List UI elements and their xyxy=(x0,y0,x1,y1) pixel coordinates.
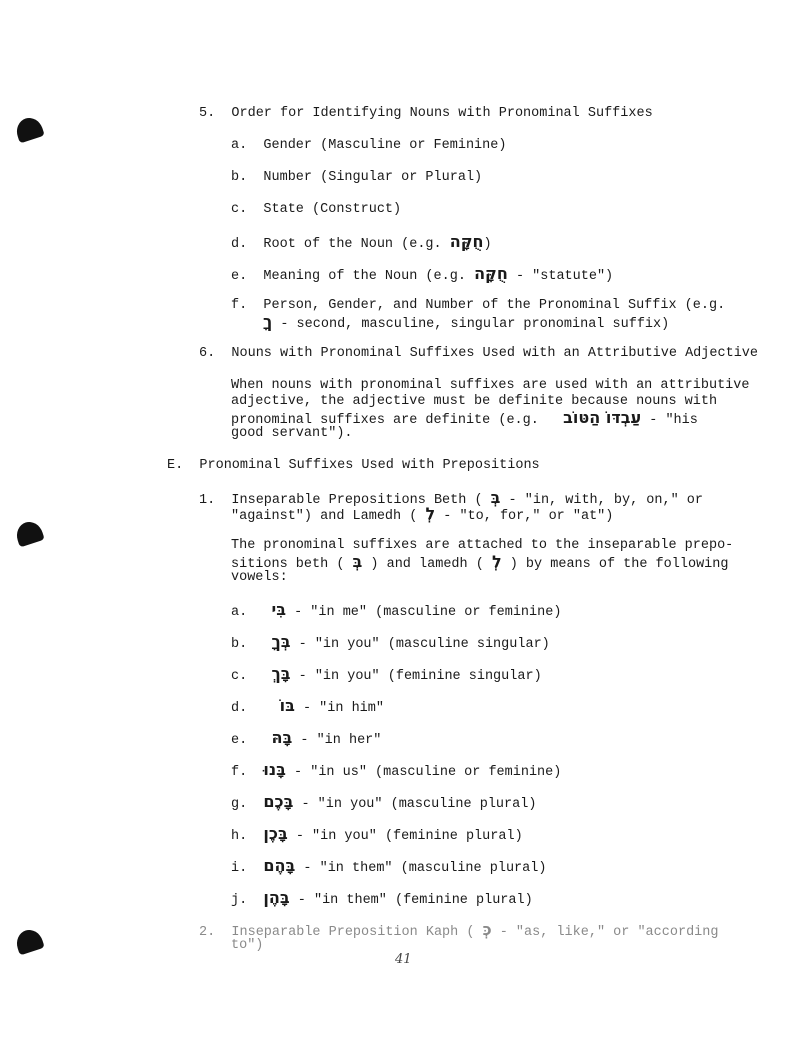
section-6-para-line1: When nouns with pronominal suffixes are used with an attributive xyxy=(231,378,750,393)
form-e: e. בָּהּ - "in her" xyxy=(231,728,382,748)
form-g: g. בָּכֶם - "in you" (masculine plural) xyxy=(231,792,537,812)
item-5f-line1: f. Person, Gender, and Number of the Pronominal Suffix (e.g. xyxy=(231,298,726,313)
item-5d: d. Root of the Noun (e.g. חֻקָּה) xyxy=(231,232,492,252)
item-5f-line2: ךָ - second, masculine, singular pronominal suffix) xyxy=(263,312,670,332)
binder-hole-middle xyxy=(13,519,45,548)
section-5-heading: 5. Order for Identifying Nouns with Pronominal Suffixes xyxy=(199,106,653,121)
hebrew-word: חֻקָּה xyxy=(474,264,508,283)
section-6-heading: 6. Nouns with Pronominal Suffixes Used with an Attributive Adjective xyxy=(199,346,758,361)
item-5a: a. Gender (Masculine or Feminine) xyxy=(231,138,507,153)
form-f: f. בָּנוּ - "in us" (masculine or feminine) xyxy=(231,760,562,780)
section-6-para-line2: adjective, the adjective must be definite because nouns with xyxy=(231,394,718,409)
hebrew-word: חֻקָּה xyxy=(449,232,484,251)
section-E1-line2: "against") and Lamedh ( לְ - "to, for," or "at") xyxy=(231,504,614,524)
item-5e: e. Meaning of the Noun (e.g. חֻקָּה - "statute") xyxy=(231,264,614,284)
hebrew-suffix: ךָ xyxy=(263,312,273,331)
form-h: h. בָּכֶן - "in you" (feminine plural) xyxy=(231,824,523,844)
section-E2-line2: to") xyxy=(231,938,264,953)
item-5c: c. State (Construct) xyxy=(231,202,402,217)
hebrew-phrase: עַבְדּוֹ הַטּוֹב xyxy=(563,408,642,427)
item-5b: b. Number (Singular or Plural) xyxy=(231,170,483,185)
section-E2-line1: 2. Inseparable Preposition Kaph ( כְּ - "as, like," or "according xyxy=(199,920,719,940)
form-i: i. בָּהֶם - "in them" (masculine plural) xyxy=(231,856,547,876)
section-6-para-line4: good servant"). xyxy=(231,426,353,441)
section-E1-para-line2: sitions beth ( בְּ ) and lamedh ( לְ ) by means of the following xyxy=(231,552,729,572)
section-6-para-line3: pronominal suffixes are definite (e.g. עַבְדּוֹ הַטּוֹב - "his xyxy=(231,408,698,428)
section-E1-para-line1: The pronominal suffixes are attached to the inseparable prepo- xyxy=(231,538,734,553)
section-E-heading: E. Pronominal Suffixes Used with Prepositions xyxy=(167,458,540,473)
binder-hole-top xyxy=(13,115,45,144)
form-b: b. בְּךָ - "in you" (masculine singular) xyxy=(231,632,550,652)
section-E1-para-line3: vowels: xyxy=(231,570,288,585)
form-j: j. בָּהֶן - "in them" (feminine plural) xyxy=(231,888,533,908)
section-E1-line1: 1. Inseparable Prepositions Beth ( בְּ - "in, with, by, on," or xyxy=(199,488,703,508)
page-number: 41 xyxy=(395,952,412,967)
binder-hole-bottom xyxy=(13,927,45,956)
form-d: d. בּוֹ - "in him" xyxy=(231,696,384,716)
form-c: c. בָּךְ - "in you" (feminine singular) xyxy=(231,664,542,684)
form-a: a. בִּי - "in me" (masculine or feminine) xyxy=(231,600,562,620)
